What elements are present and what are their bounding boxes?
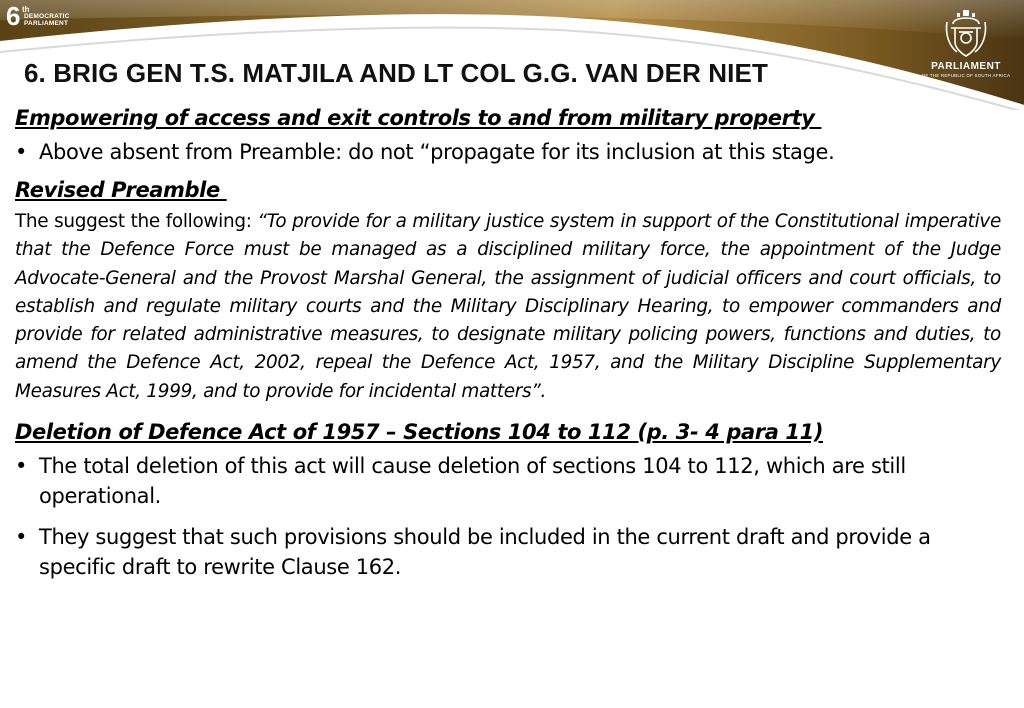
bullet-dot-icon: •: [15, 525, 28, 550]
bullet-dot-icon: •: [15, 140, 28, 164]
bullet-dot-icon: •: [15, 454, 28, 479]
logo-line-parliament: PARLIAMENT: [24, 20, 69, 27]
section-heading-access-controls: Empowering of access and exit controls to and from military property: [15, 106, 822, 130]
crest-name: PARLIAMENT: [931, 61, 1001, 72]
bullet-text: They suggest that such provisions should be included in the current draft and provide a specific draft to rewrite Clause 162.: [39, 525, 931, 580]
sixth-parliament-logo: [6, 1, 76, 31]
preamble-quote: “To provide for a military justice system in support of the Constitutional imperative that the Defence Force must be managed as a disciplined military force, the appointment of the Judge Advocate-General and the Provost Marshal General, the assignment of judicial officers and court officials, to establish and regulate military courts and the Military Disciplinary Hearing, to empower commanders and provide for related administrative measures, to designate military policing powers, functions and duties, to amend the Defence Act, 2002, repeal the Defence Act, 1957, and the Military Discipline Supplementary Measures Act, 1999, and to provide for incidental matters”.: [15, 211, 1002, 402]
logo-superscript: th: [22, 5, 30, 14]
bullet-text: Above absent from Preamble: do not “propagate for its inclusion at this stage.: [39, 140, 835, 164]
slide-title: 6. BRIG GEN T.S. MATJILA AND LT COL G.G. VAN DER NIET: [24, 58, 768, 88]
logo-line-democratic: DEMOCRATIC: [24, 13, 70, 20]
parliament-crest-logo: [918, 8, 1014, 92]
bullet-item: [15, 522, 1001, 582]
crest-emblem-icon: [943, 8, 989, 60]
logo-number: 6: [6, 1, 21, 31]
slide-body: [15, 103, 1001, 582]
section-heading-revised-preamble: Revised Preamble: [15, 178, 227, 202]
preamble-intro: The suggest the following:: [15, 211, 258, 232]
bullet-item: [15, 451, 1001, 511]
preamble-paragraph: [15, 208, 1001, 406]
header-banner: [0, 0, 1024, 110]
crest-subtitle: OF THE REPUBLIC OF SOUTH AFRICA: [921, 73, 1011, 78]
bullet-text: The total deletion of this act will cause deletion of sections 104 to 112, which are still operational.: [39, 454, 906, 509]
section-heading-deletion: Deletion of Defence Act of 1957 – Sections 104 to 112 (p. 3- 4 para 11): [15, 420, 824, 445]
bullet-item: [15, 137, 1001, 167]
